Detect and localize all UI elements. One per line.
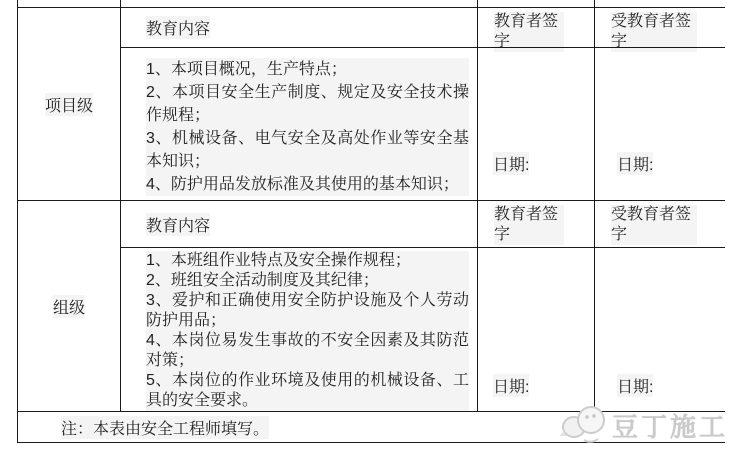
trainee-date-label: 日期:	[617, 374, 653, 397]
content-item: 5、本岗位的作业环境及使用的机械设备、工具的安全要求。	[146, 372, 469, 409]
trainee-signature-header-cell	[595, 8, 725, 48]
educator-signature-column	[478, 8, 595, 200]
section-project-level	[18, 8, 725, 201]
table-cell-empty	[121, 0, 478, 7]
level-label: 组级	[53, 295, 85, 318]
educator-signature-header: 教育者签字	[494, 205, 564, 245]
content-column	[121, 8, 478, 200]
trainee-date-label: 日期:	[617, 152, 653, 175]
content-header-cell	[121, 8, 477, 48]
trainee-signature-header: 受教育者签字	[611, 12, 697, 52]
trainee-signature-header: 受教育者签字	[611, 205, 697, 245]
educator-signature-cell	[478, 248, 594, 411]
content-item: 3、爱护和正确使用安全防护设施及个人劳动防护用品；	[146, 292, 469, 329]
content-item: 1、本班组作业特点及安全操作规程；	[146, 251, 469, 271]
trainee-signature-column	[595, 8, 725, 200]
trainee-signature-column	[595, 201, 725, 411]
table-cell-empty	[595, 0, 725, 7]
content-header: 教育内容	[146, 213, 210, 236]
content-item: 4、防护用品发放标准及其使用的基本知识；	[146, 173, 469, 196]
educator-signature-cell	[478, 48, 594, 200]
educator-date-label: 日期:	[493, 152, 529, 175]
content-item: 2、本项目安全生产制度、规定及安全技术操作规程；	[146, 81, 469, 127]
content-header: 教育内容	[146, 16, 210, 39]
level-label-cell	[18, 8, 121, 200]
level-label-cell	[18, 201, 121, 411]
educator-signature-header-cell	[478, 8, 594, 48]
note-row	[18, 412, 725, 443]
content-cell	[121, 248, 477, 411]
content-item: 4、本岗位易发生事故的不安全因素及其防范对策；	[146, 332, 469, 369]
watermark-text: 豆丁施工	[612, 411, 729, 442]
content-header-cell	[121, 201, 477, 248]
trainee-signature-cell	[595, 48, 725, 200]
content-item: 2、班组安全活动制度及其纪律；	[146, 271, 469, 291]
trainee-signature-header-cell	[595, 201, 725, 248]
section-team-level	[18, 201, 725, 412]
partial-top-row	[18, 0, 725, 8]
content-item: 1、本项目概况，生产特点；	[146, 58, 469, 81]
content-cell	[121, 48, 477, 196]
trainee-signature-cell	[595, 248, 725, 411]
educator-signature-column	[478, 201, 595, 411]
content-column	[121, 201, 478, 411]
level-label: 项目级	[45, 93, 93, 116]
table-cell-empty	[478, 0, 595, 7]
table-cell-empty	[18, 0, 121, 7]
educator-signature-header: 教育者签字	[494, 12, 564, 52]
educator-date-label: 日期:	[493, 374, 529, 397]
note-text: 注：本表由安全工程师填写。	[61, 416, 269, 439]
content-item: 3、机械设备、电气安全及高处作业等安全基本知识；	[146, 127, 469, 173]
safety-education-table	[17, 0, 725, 443]
educator-signature-header-cell	[478, 201, 594, 248]
